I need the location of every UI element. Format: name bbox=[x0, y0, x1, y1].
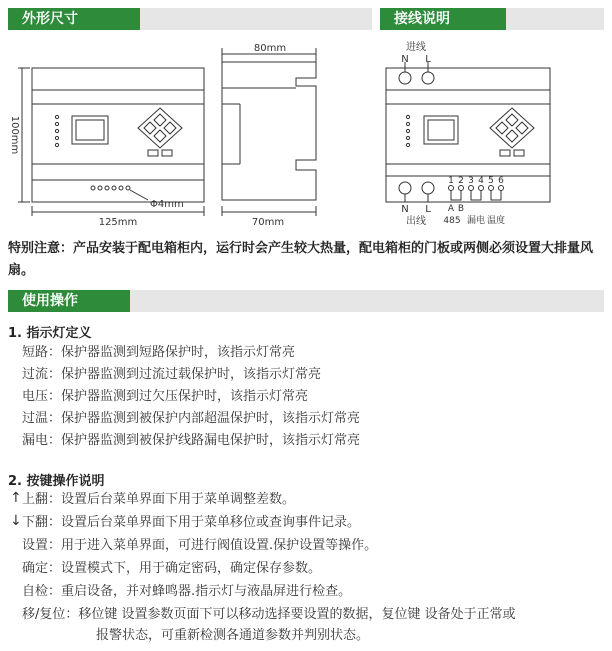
indicator-item: 短路：保护器监测到短路保护时，该指示灯常亮 bbox=[22, 345, 296, 360]
up-arrow-icon: ↑ bbox=[10, 490, 22, 506]
inlet-l-label: L bbox=[425, 54, 431, 65]
inlet-n-label: N bbox=[401, 54, 409, 65]
key-item: 移/复位：移位键 设置参数页面下可以移动选择要设置的数据，复位键 设备处于正常或 bbox=[22, 607, 516, 622]
terminal-3: 3 bbox=[468, 176, 474, 186]
terminal-1: 1 bbox=[448, 176, 454, 186]
input-terminal-l bbox=[422, 72, 434, 84]
dimensions-title: 外形尺寸 bbox=[8, 8, 140, 30]
inlet-label: 进线 bbox=[406, 42, 426, 53]
dim-70mm: 70mm bbox=[251, 217, 285, 228]
down-arrow-icon: ↓ bbox=[10, 513, 22, 529]
dim-125mm: 125mm bbox=[98, 217, 138, 228]
side-view-outline bbox=[222, 62, 316, 200]
key-item-continued: 报警状态，可重新检测各通道参数并判别状态。 bbox=[96, 628, 370, 643]
output-terminal-n bbox=[399, 182, 411, 194]
indicators-title: 1. 指示灯定义 bbox=[8, 326, 92, 341]
terminal-5: 5 bbox=[488, 176, 494, 186]
label-temp: 温度 bbox=[486, 216, 506, 226]
key-item: 下翻：设置后台菜单界面下用于菜单移位或查询事件记录。 bbox=[22, 515, 361, 530]
output-terminal-l bbox=[422, 182, 434, 194]
usage-header bbox=[8, 290, 604, 312]
warning-note: 特别注意：产品安装于配电箱柜内，运行时会产生较大热量，配电箱柜的门板或两侧必须设置大排量风扇。 bbox=[8, 241, 594, 278]
dimension-drawing bbox=[0, 36, 380, 236]
indicator-item: 电压：保护器监测到过欠压保护时，该指示灯常亮 bbox=[22, 389, 309, 404]
outlet-n-label: N bbox=[401, 204, 409, 215]
indicator-item: 过温：保护器监测到被保护内部超温保护时，该指示灯常亮 bbox=[22, 411, 361, 426]
front-view-outline bbox=[32, 68, 204, 202]
label-485: 485 bbox=[443, 216, 461, 226]
wiring-drawing bbox=[380, 36, 612, 236]
key-item: 上翻：设置后台菜单界面下用于菜单调整差数。 bbox=[22, 492, 296, 507]
terminal-6: 6 bbox=[498, 176, 504, 186]
wiring-title: 接线说明 bbox=[380, 8, 506, 30]
wiring-header bbox=[380, 8, 604, 30]
label-leak: 漏电 bbox=[466, 216, 486, 226]
dim-100mm: 100mm bbox=[9, 115, 20, 155]
dimensions-header bbox=[8, 8, 372, 30]
terminal-2: 2 bbox=[458, 176, 464, 186]
key-item: 设置：用于进入菜单界面，可进行阀值设置.保护设置等操作。 bbox=[22, 538, 378, 553]
key-item: 确定：设置模式下，用于确定密码，确定保存参数。 bbox=[22, 561, 322, 576]
terminal-b: B bbox=[457, 204, 465, 214]
keys-title: 2. 按键操作说明 bbox=[8, 474, 105, 489]
terminal-4: 4 bbox=[478, 176, 484, 186]
outlet-l-label: L bbox=[425, 204, 431, 215]
terminal-a: A bbox=[447, 204, 455, 214]
outlet-label: 出线 bbox=[406, 216, 426, 227]
dim-hole: Φ4mm bbox=[150, 199, 184, 210]
usage-title: 使用操作 bbox=[8, 290, 130, 312]
input-terminal-n bbox=[399, 72, 411, 84]
dim-80mm: 80mm bbox=[253, 43, 287, 54]
indicator-item: 过流：保护器监测到过流过载保护时，该指示灯常亮 bbox=[22, 367, 322, 382]
indicator-item: 漏电：保护器监测到被保护线路漏电保护时，该指示灯常亮 bbox=[22, 433, 361, 448]
key-item: 自检：重启设备，并对蜂鸣器.指示灯与液晶屏进行检查。 bbox=[22, 584, 352, 599]
